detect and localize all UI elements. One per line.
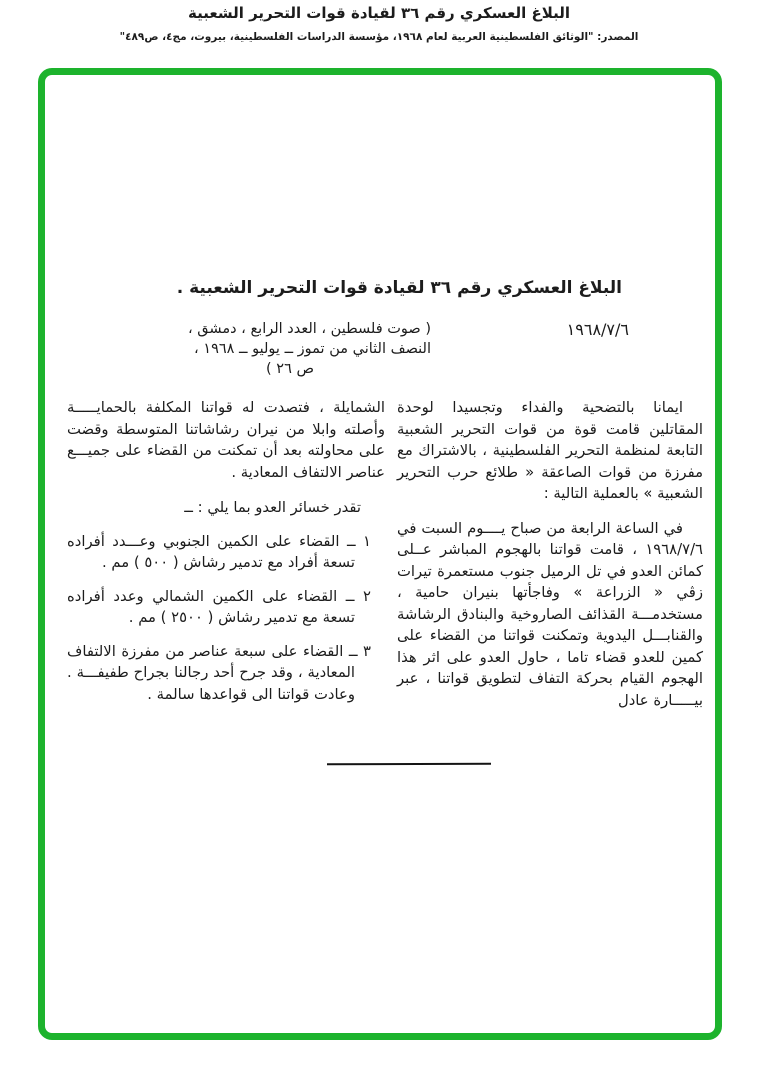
loss-item-1: ١ ــ القضاء على الكمين الجنوبي وعـــدد أفراده تسعة أفراد مع تدمير رشاش ( ٥٠٠ ) مم .	[67, 532, 371, 571]
column-left	[67, 397, 385, 711]
citation-line-3: ص ٢٦ )	[266, 361, 314, 377]
citation-line-1: ( صوت فلسطين ، العدد الرابع ، دمشق ،	[188, 321, 431, 337]
paragraph-operation: في الساعة الرابعة من صباح يــــوم السبت في ١٩٦٨/٧/٦ ، قامت قواتنا بالهجوم المباشر عــلى كمائن العدو في تل الرميل جنوب مستعمرة تيرات زڤي « الزراعة » وفاجأتها بنيران حامية ، مستخدمـــة القذائف الصاروخية والبنادق الرشاشة والقنابـــل اليدوية وتمكنت قواتنا من القضاء على كمين للعدو قضاء تاما ، حاول العدو على اثر هذا الهجوم القيام بحركة التفاف لتطويق قواتنا ، عبر بيـــــارة عادل	[397, 519, 703, 709]
separator-line	[327, 763, 491, 766]
paragraph-intro: ايمانا بالتضحية والفداء وتجسيدا لوحدة المقاتلين قامت قوة من قوات التحرير الشعبية التابعة لمنظمة التحرير الفلسطينية ، بالاشتراك مع مفرزة من قوات الصاعقة « طلائع حرب التحرير الشعبية » بالعملية التالية :	[397, 399, 703, 502]
citation-line-2: النصف الثاني من تموز ــ يوليو ــ ١٩٦٨ ،	[193, 341, 431, 357]
caption-source: المصدر: "الوثائق الفلسطينية العربية لعام ١٩٦٨، مؤسسة الدراسات الفلسطينية، بيروت، مج٤، ص٤٨٩"	[119, 31, 639, 43]
body-columns	[67, 397, 703, 711]
communique-heading: البلاغ العسكري رقم ٣٦ لقيادة قوات التحرير الشعبية .	[176, 278, 622, 298]
losses-intro-line: تقدر خسائر العدو بما يلي : ــ	[184, 499, 361, 516]
loss-item-2: ٢ ــ القضاء على الكمين الشمالي وعدد أفراده تسعة مع تدمير رشاش ( ٢٥٠٠ ) مم .	[67, 587, 371, 626]
column-right	[397, 397, 703, 711]
page-caption	[0, 4, 758, 43]
paragraph-continuation: الشمايلة ، فتصدت له قواتنا المكلفة بالحمايـــــة وأصلته وابلا من نيران رشاشاتنا المتوسطة وقضت على محاولته بعد أن تمكنت من القضاء على جميـــع عناصر الالتفاف المعادية .	[67, 399, 385, 481]
loss-item-3: ٣ ــ القضاء على سبعة عناصر من مفرزة الالتفاف المعادية ، وقد جرح أحد رجالنا بجراح طفيفـــة . وعادت قواتنا الى قواعدها سالمة .	[67, 642, 371, 703]
source-citation	[109, 319, 431, 379]
caption-title: البلاغ العسكري رقم ٣٦ لقيادة قوات التحرير الشعبية	[188, 4, 570, 22]
document-frame	[38, 68, 722, 1040]
communique-date: ١٩٦٨/٧/٦	[566, 320, 629, 339]
